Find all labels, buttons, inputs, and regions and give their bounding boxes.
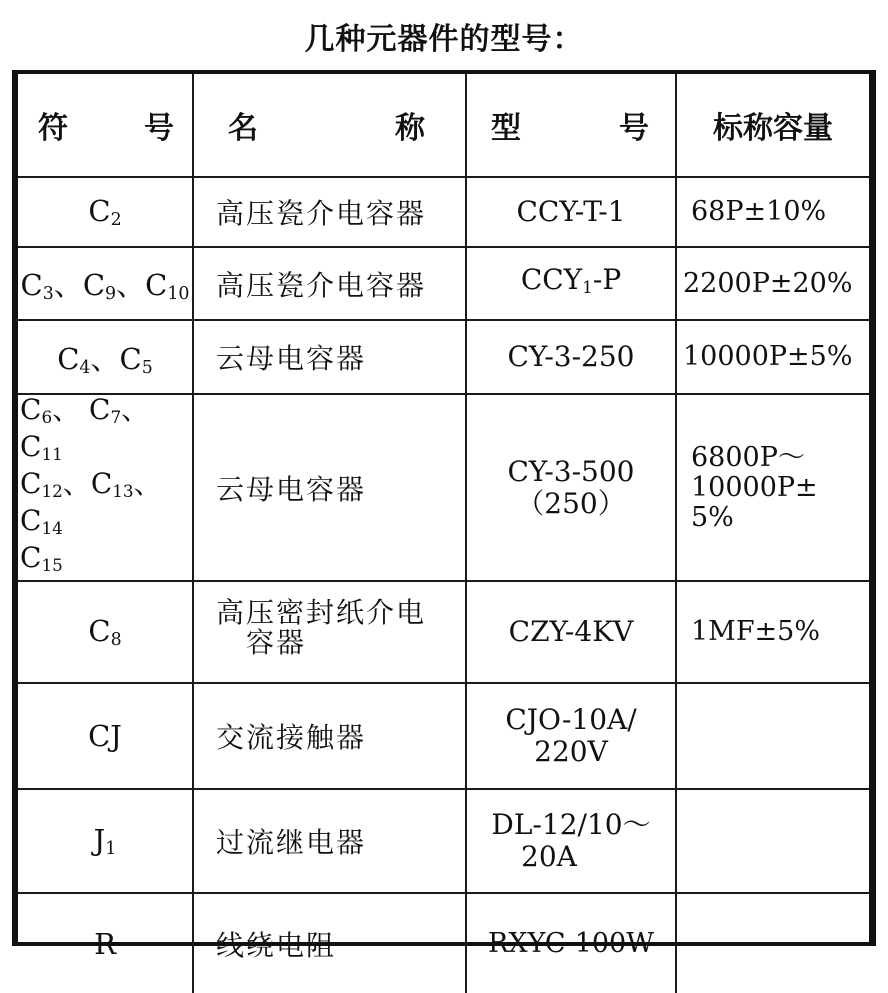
symbol-cell: R — [18, 893, 193, 993]
name-cell: 云母电容器 — [193, 394, 466, 581]
symbol-cell: $C_4$、$C_5$ — [18, 320, 193, 394]
header-row — [18, 74, 869, 177]
symbol-cell: $C_2$ — [18, 177, 193, 247]
name-cell: 云母电容器 — [193, 320, 466, 394]
capacity-cell: 68P±10% — [676, 177, 869, 247]
name-cell: 高压瓷介电容器 — [193, 177, 466, 247]
capacity-cell: 10000P±5% — [676, 320, 869, 394]
name-line-1: 高压密封纸介电 — [216, 596, 427, 629]
name-cell: 过流继电器 — [193, 789, 466, 893]
capacity-cell — [676, 893, 869, 993]
symbol-line-1: $C_6$、 $C_7$、 $C_{11}$ — [20, 393, 150, 464]
page-title: 几种元器件的型号： — [304, 22, 584, 57]
name-line-2: 容器 — [246, 626, 307, 659]
capacity-cell — [676, 683, 869, 789]
capacity-line-1: 6800P～ — [691, 441, 805, 473]
capacity-line-2: 10000P± — [691, 471, 818, 503]
symbol-cell: $C_3$、$C_9$、$C_{10}$ — [18, 247, 193, 320]
model-line-2: 20A — [521, 840, 577, 873]
capacity-line-3: 5% — [691, 501, 734, 533]
symbol-cell: $J_1$ — [18, 789, 193, 893]
model-cell — [466, 394, 676, 581]
capacity-cell: 2200P±20% — [676, 247, 869, 320]
header-symbol-char2: 号 — [144, 111, 174, 146]
table-row — [18, 581, 869, 683]
component-table — [18, 74, 869, 993]
header-model-char2: 号 — [619, 111, 649, 146]
model-cell: $CCY_1-P$ — [466, 247, 676, 320]
capacity-cell — [676, 789, 869, 893]
model-cell — [466, 683, 676, 789]
header-model — [466, 74, 676, 177]
symbol-cell: $C_8$ — [18, 581, 193, 683]
model-line-1: CJO-10A/ — [505, 703, 637, 736]
table-row — [18, 394, 869, 581]
header-model-char1: 型 — [491, 111, 521, 146]
table-row — [18, 320, 869, 394]
table-row — [18, 683, 869, 789]
table-row — [18, 789, 869, 893]
symbol-cell: CJ — [18, 683, 193, 789]
model-cell: CZY-4KV — [466, 581, 676, 683]
capacity-cell — [676, 394, 869, 581]
header-name — [193, 74, 466, 177]
symbol-line-3: $C_{15}$ — [20, 541, 63, 575]
header-name-char2: 称 — [395, 111, 425, 146]
table-row — [18, 247, 869, 320]
capacity-cell: 1MF±5% — [676, 581, 869, 683]
header-name-char1: 名 — [228, 111, 258, 146]
name-cell: 线绕电阻 — [193, 893, 466, 993]
model-line-1: DL-12/10～ — [491, 808, 651, 841]
header-symbol — [18, 74, 193, 177]
model-cell — [466, 789, 676, 893]
model-line-2: 220V — [534, 735, 608, 768]
component-table-frame — [12, 70, 876, 962]
model-cell: CY-3-250 — [466, 320, 676, 394]
model-line-2: （250） — [516, 486, 626, 520]
header-symbol-char1: 符 — [38, 111, 68, 146]
model-cell: RXYC-100W — [466, 893, 676, 993]
name-cell: 高压瓷介电容器 — [193, 247, 466, 320]
model-line-1: CY-3-500 — [507, 454, 635, 488]
name-cell — [193, 581, 466, 683]
table-row — [18, 177, 869, 247]
table-row — [18, 893, 869, 993]
header-capacity: 标称容量 — [676, 74, 869, 177]
model-cell: CCY-T-1 — [466, 177, 676, 247]
symbol-line-2: $C_{12}$、$C_{13}$、$C_{14}$ — [20, 467, 162, 538]
name-cell: 交流接触器 — [193, 683, 466, 789]
symbol-cell — [18, 394, 193, 581]
